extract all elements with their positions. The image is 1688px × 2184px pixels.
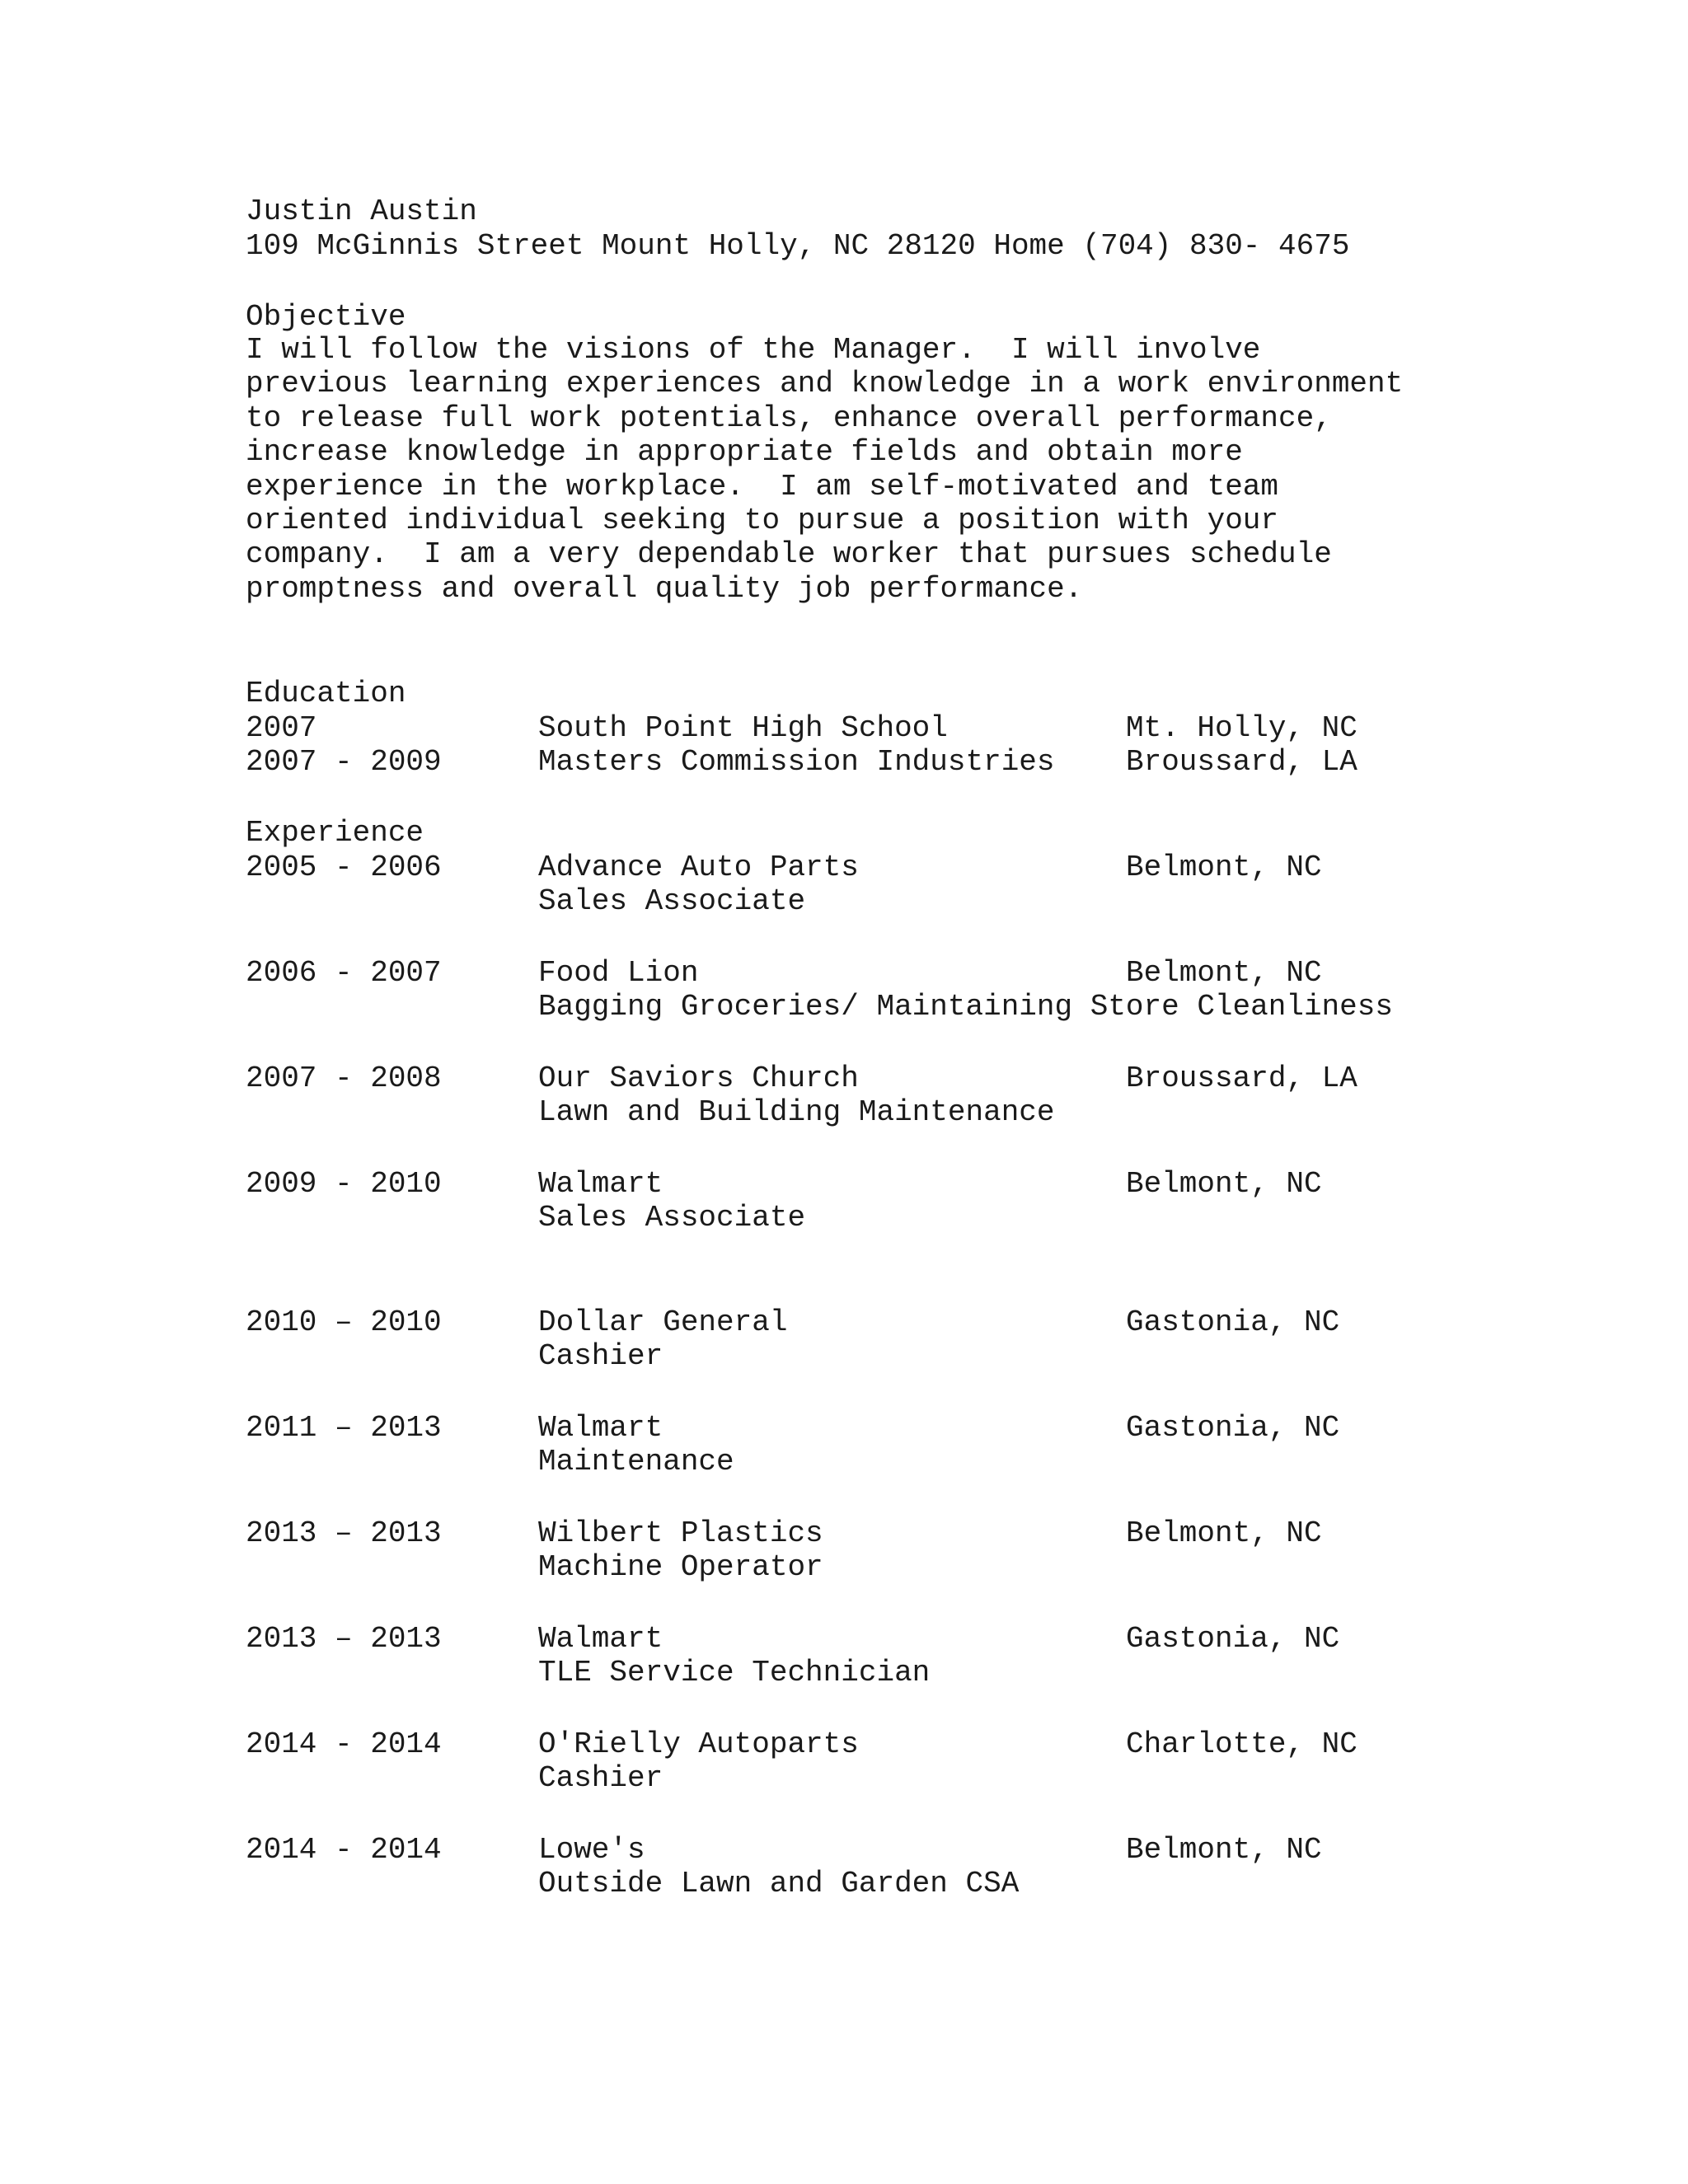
experience-employer: Our Saviors Church: [538, 1062, 859, 1095]
experience-role: Sales Associate: [538, 884, 806, 918]
education-entry: [0, 745, 1688, 780]
experience-employer: Walmart: [538, 1167, 663, 1201]
education-location: Broussard, LA: [1126, 745, 1357, 779]
education-heading: Education: [246, 677, 406, 710]
experience-role: Cashier: [538, 1339, 663, 1373]
experience-employer: Lowe's: [538, 1833, 645, 1867]
experience-years: 2011 – 2013: [246, 1411, 442, 1445]
objective-line: I will follow the visions of the Manager. I will involve: [246, 333, 1261, 367]
experience-employer: Wilbert Plastics: [538, 1516, 823, 1550]
experience-employer: Walmart: [538, 1411, 663, 1445]
experience-role: Lawn and Building Maintenance: [538, 1095, 1055, 1129]
experience-entry: [0, 1062, 1688, 1096]
applicant-name: Justin Austin: [246, 194, 477, 228]
experience-employer: O'Rielly Autoparts: [538, 1727, 859, 1761]
objective-line: previous learning experiences and knowledge in a work environment: [246, 367, 1404, 401]
objective-line: to release full work potentials, enhance overall performance,: [246, 401, 1332, 435]
education-entry: [0, 711, 1688, 746]
experience-location: Belmont, NC: [1126, 1167, 1322, 1201]
experience-role: Machine Operator: [538, 1550, 823, 1584]
objective-paragraph: [246, 333, 1482, 606]
objective-line: increase knowledge in appropriate fields and obtain more: [246, 435, 1243, 470]
objective-line: oriented individual seeking to pursue a position with your: [246, 504, 1279, 538]
experience-years: 2013 – 2013: [246, 1516, 442, 1550]
experience-years: 2014 - 2014: [246, 1833, 442, 1867]
experience-employer: Dollar General: [538, 1305, 788, 1339]
experience-years: 2009 - 2010: [246, 1167, 442, 1201]
experience-location: Charlotte, NC: [1126, 1727, 1357, 1761]
experience-role: Cashier: [538, 1761, 663, 1795]
experience-role: Bagging Groceries/ Maintaining Store Cleanliness: [538, 990, 1393, 1024]
experience-entry: [0, 956, 1688, 991]
experience-years: 2007 - 2008: [246, 1062, 442, 1095]
experience-role: Outside Lawn and Garden CSA: [538, 1867, 1020, 1900]
experience-entry: [0, 1411, 1688, 1446]
education-school: Masters Commission Industries: [538, 745, 1055, 779]
experience-years: 2010 – 2010: [246, 1305, 442, 1339]
education-school: South Point High School: [538, 711, 948, 745]
experience-employer: Advance Auto Parts: [538, 851, 859, 884]
experience-years: 2014 - 2014: [246, 1727, 442, 1761]
objective-heading: Objective: [246, 300, 406, 334]
experience-role: Sales Associate: [538, 1201, 806, 1235]
experience-location: Broussard, LA: [1126, 1062, 1357, 1095]
objective-line: experience in the workplace. I am self-motivated and team: [246, 469, 1279, 504]
experience-location: Belmont, NC: [1126, 1516, 1322, 1550]
experience-location: Belmont, NC: [1126, 851, 1322, 884]
objective-line: company. I am a very dependable worker that pursues schedule: [246, 537, 1332, 572]
experience-entry: [0, 1305, 1688, 1340]
experience-location: Belmont, NC: [1126, 1833, 1322, 1867]
education-years: 2007 - 2009: [246, 745, 442, 779]
contact-line: 109 McGinnis Street Mount Holly, NC 28120 Home (704) 830- 4675: [246, 229, 1350, 263]
experience-entry: [0, 1167, 1688, 1202]
experience-entry: [0, 851, 1688, 885]
experience-role: Maintenance: [538, 1445, 734, 1479]
experience-location: Gastonia, NC: [1126, 1411, 1340, 1445]
education-location: Mt. Holly, NC: [1126, 711, 1357, 745]
experience-employer: Walmart: [538, 1622, 663, 1656]
experience-years: 2006 - 2007: [246, 956, 442, 990]
experience-years: 2005 - 2006: [246, 851, 442, 884]
experience-location: Belmont, NC: [1126, 956, 1322, 990]
experience-entry: [0, 1516, 1688, 1551]
experience-entry: [0, 1727, 1688, 1762]
experience-years: 2013 – 2013: [246, 1622, 442, 1656]
experience-role: TLE Service Technician: [538, 1656, 931, 1690]
education-years: 2007: [246, 711, 317, 745]
experience-location: Gastonia, NC: [1126, 1305, 1340, 1339]
experience-heading: Experience: [246, 816, 424, 850]
experience-entry: [0, 1833, 1688, 1868]
experience-employer: Food Lion: [538, 956, 699, 990]
experience-location: Gastonia, NC: [1126, 1622, 1340, 1656]
experience-entry: [0, 1622, 1688, 1657]
objective-line: promptness and overall quality job performance.: [246, 571, 1083, 606]
